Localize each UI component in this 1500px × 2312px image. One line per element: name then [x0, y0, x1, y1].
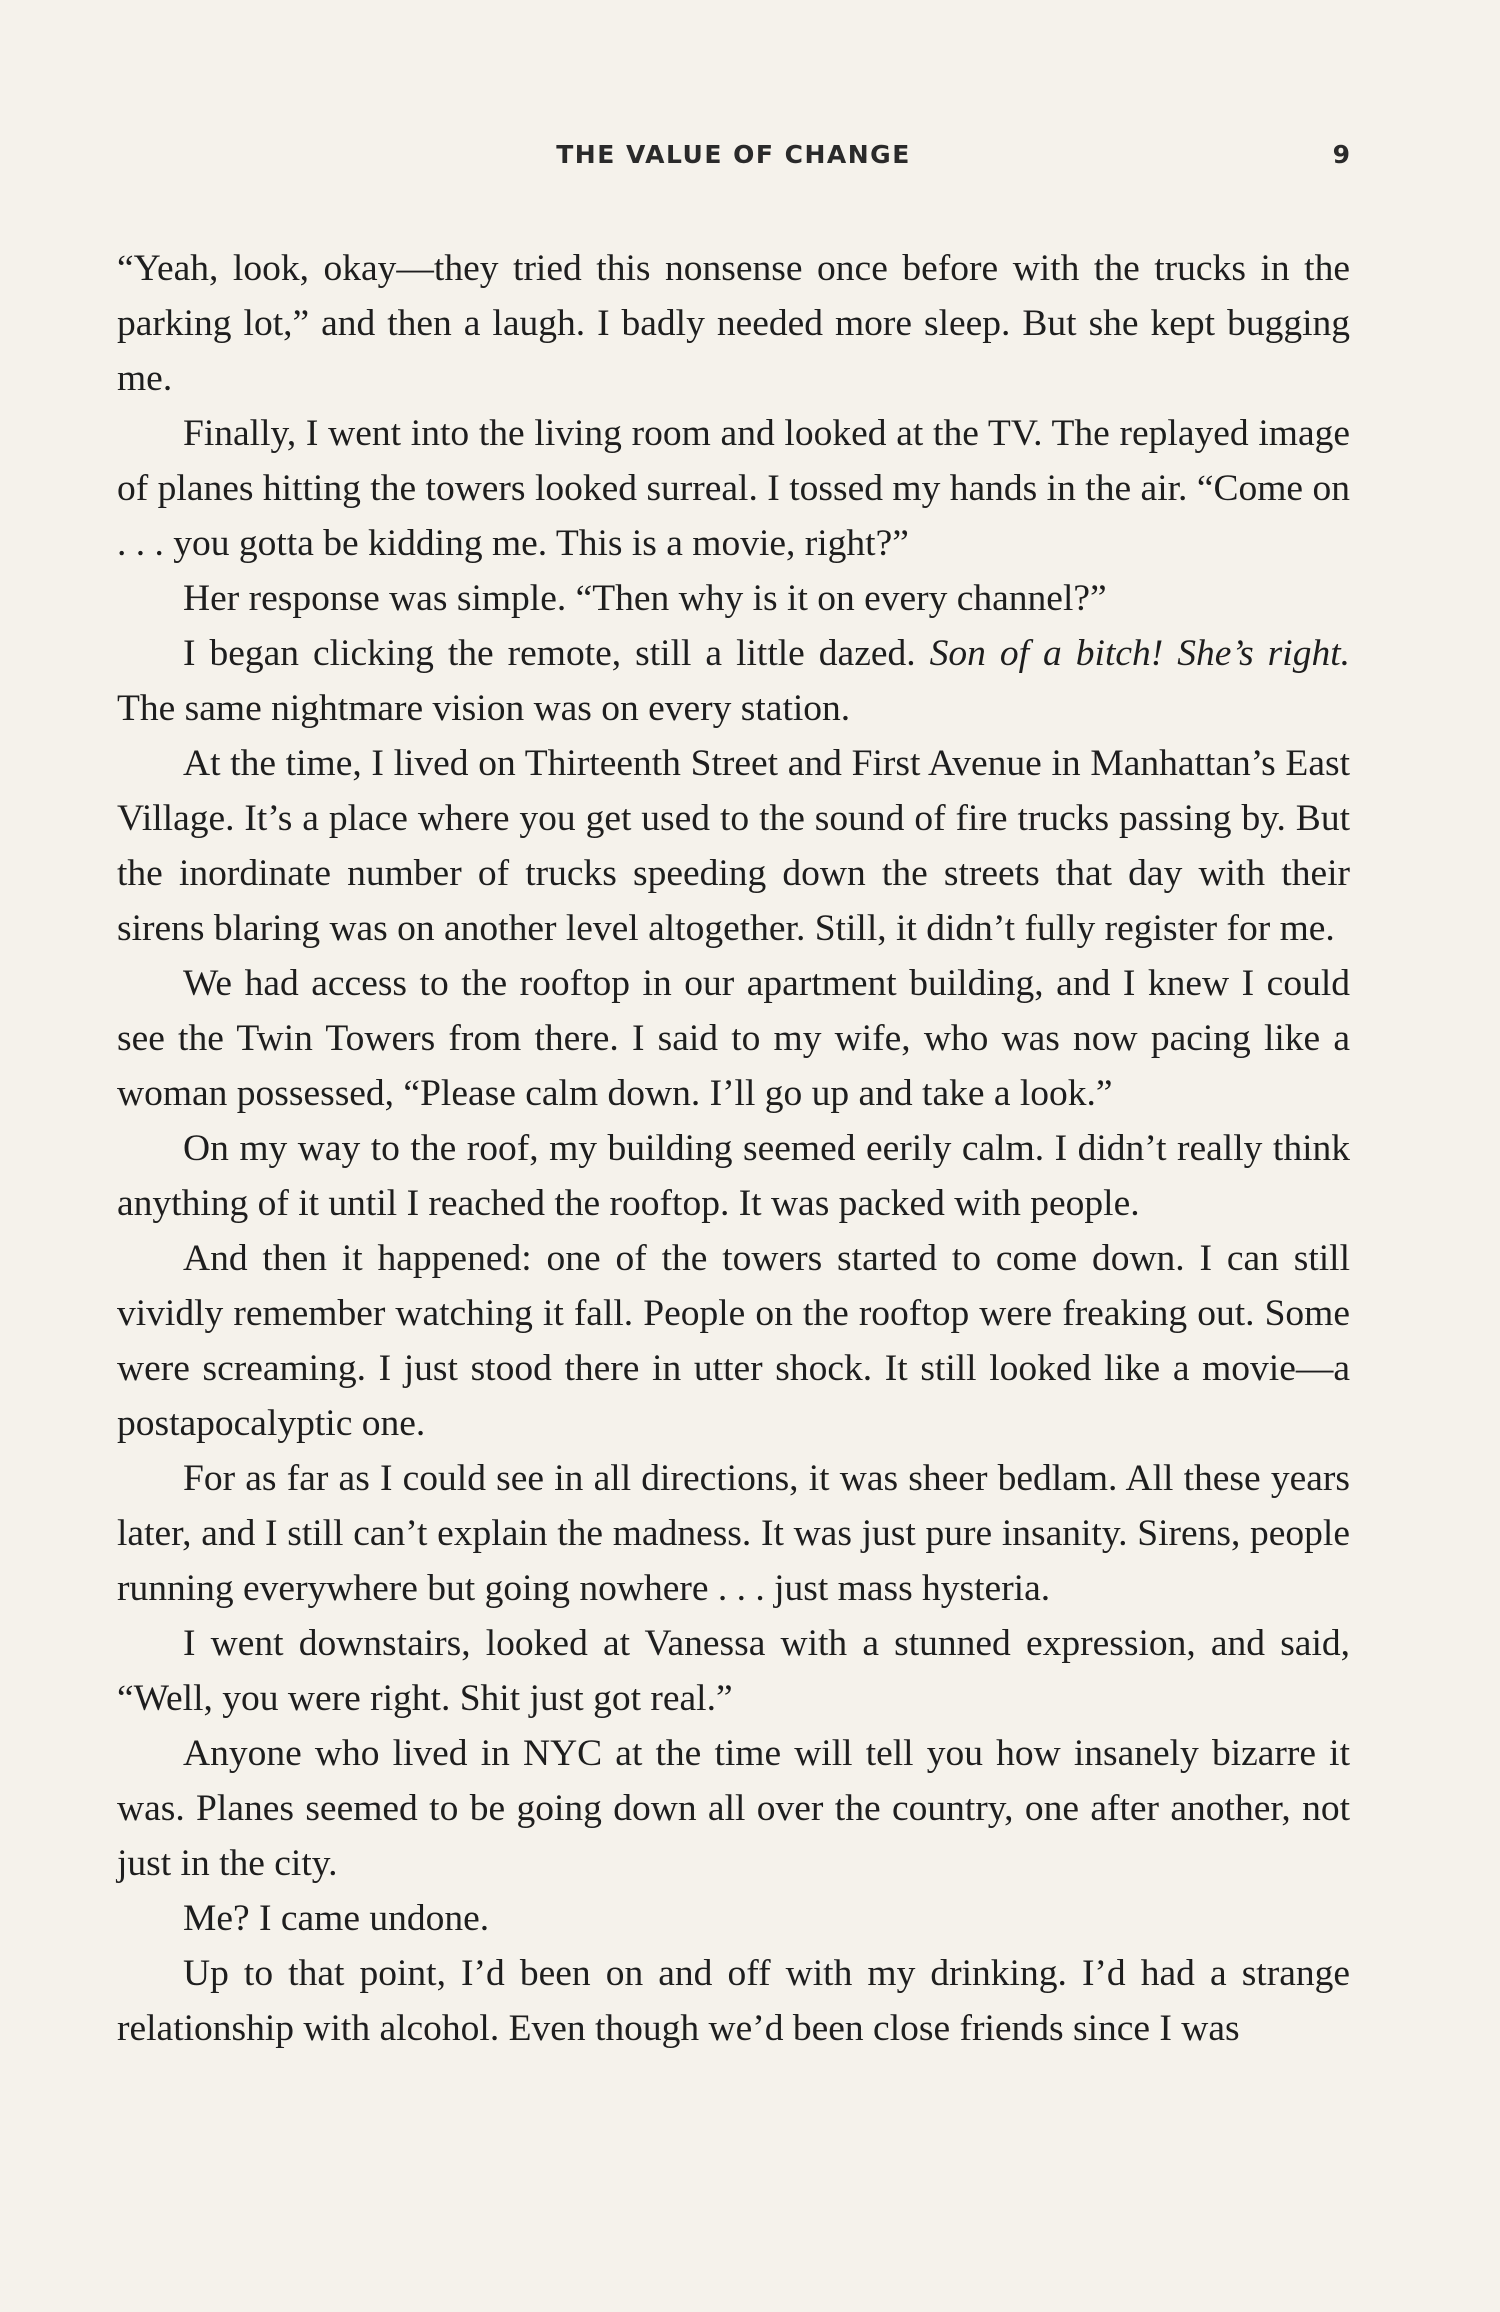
paragraph-11: Anyone who lived in NYC at the time will tell you how insanely bizarre it was. Planes seemed to be going down all over the country, one after another, not just in the city.: [117, 1733, 1350, 1884]
paragraph-10: I went downstairs, looked at Vanessa with a stunned expression, and said, “Well, you were right. Shit just got real.”: [117, 1623, 1350, 1719]
paragraph-9: For as far as I could see in all directions, it was sheer bedlam. All these years later, and I still can’t explain the madness. It was just pure insanity. Sirens, people running everywhere but going nowhere . . . just mass hysteria.: [117, 1458, 1350, 1609]
paragraph-12: Me? I came undone.: [183, 1898, 490, 1939]
paragraph-7: On my way to the roof, my building seemed eerily calm. I didn’t really think anything of it until I reached the rooftop. It was packed with people.: [117, 1128, 1350, 1224]
paragraph-1: “Yeah, look, okay—they tried this nonsense once before with the trucks in the parking lot,” and then a laugh. I badly needed more sleep. But she kept bugging me.: [117, 248, 1350, 399]
paragraph-13: Up to that point, I’d been on and off with my drinking. I’d had a strange relationship with alcohol. Even though we’d been close friends since I was: [117, 1953, 1350, 2049]
paragraph-5: At the time, I lived on Thirteenth Street and First Avenue in Manhattan’s East Village. It’s a place where you get used to the sound of fire trucks passing by. But the inordinate number of trucks speeding down the streets that day with their sirens blaring was on another level altogether. Still, it didn’t fully register for me.: [117, 743, 1350, 949]
running-head: [117, 140, 1350, 180]
page-number: 9: [1332, 140, 1350, 169]
paragraph-2: Finally, I went into the living room and looked at the TV. The replayed image of planes hitting the towers looked surreal. I tossed my hands in the air. “Come on . . . you gotta be kidding me. This is a movie, right?”: [117, 413, 1350, 564]
paragraph-4-text-before: I began clicking the remote, still a little dazed.: [183, 633, 930, 674]
paragraph-8: And then it happened: one of the towers started to come down. I can still vividly remember watching it fall. People on the rooftop were freaking out. Some were screaming. I just stood there in utter shock. It still looked like a movie—a postapocalyptic one.: [117, 1238, 1350, 1444]
paragraph-3: Her response was simple. “Then why is it on every channel?”: [183, 578, 1107, 619]
paragraph-4-italic-thought: Son of a bitch! She’s right.: [929, 633, 1350, 674]
paragraph-6: We had access to the rooftop in our apartment building, and I knew I could see the Twin Towers from there. I said to my wife, who was now pacing like a woman possessed, “Please calm down. I’ll go up and take a look.”: [117, 963, 1350, 1114]
paragraph-4: [117, 626, 1350, 736]
body-text: [117, 241, 1350, 2056]
running-title: THE VALUE OF CHANGE: [556, 140, 911, 169]
paragraph-4-text-after: The same nightmare vision was on every station.: [117, 688, 851, 729]
